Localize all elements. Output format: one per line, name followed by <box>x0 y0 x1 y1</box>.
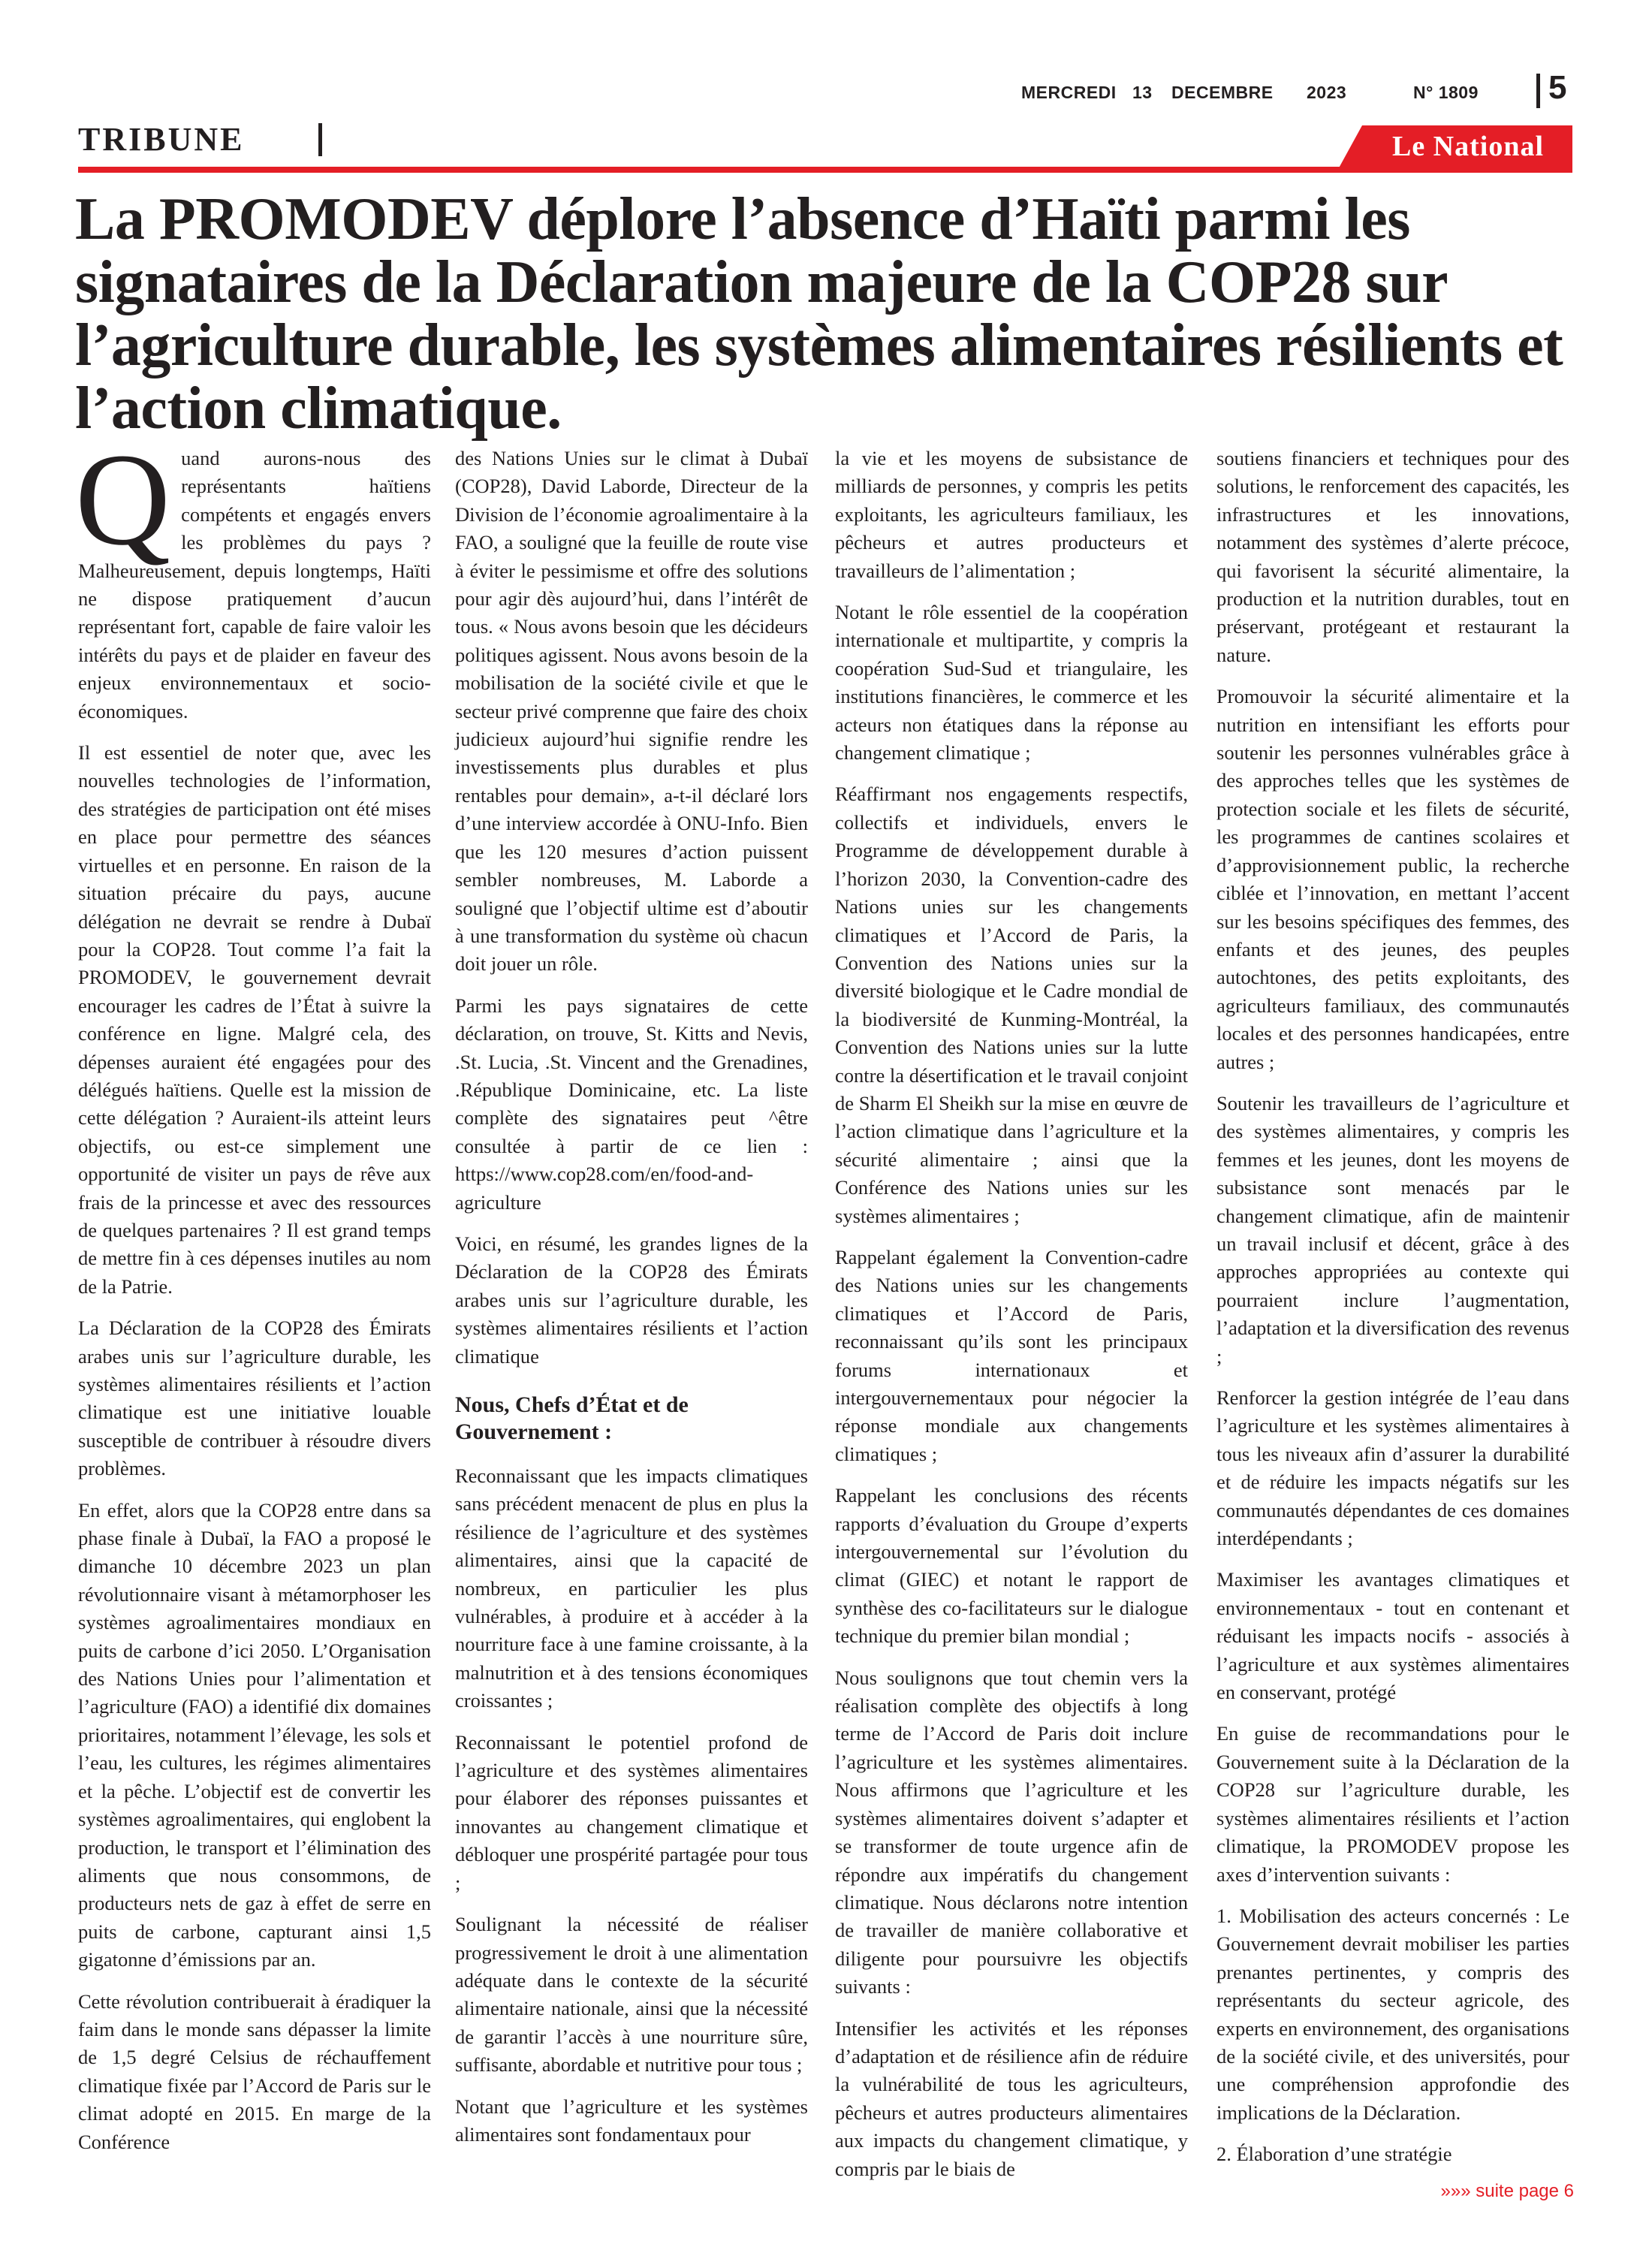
paragraph: Parmi les pays signataires de cette déclaration, on trouve, St. Kitts and Nevis, .St. Lucia, .St. Vincent and the Grenadines, .République Dominicaine, etc. La liste complète des signataires peut ^être consultée à partir de ce lien : https://www.cop28.com/en/food-and-agriculture <box>455 994 808 1214</box>
paragraph: Voici, en résumé, les grandes lignes de la Déclaration de la COP28 des Émirats arabes unis sur l’agriculture durable, les systèmes alimentaires résilients et l’action climatique <box>455 1232 808 1368</box>
paragraph: Rappelant également la Convention-cadre des Nations unies sur les changements climatiques et l’Accord de Paris, reconnaissant qu’ils sont les principaux forums internationaux et intergouvernementaux pour négocier la réponse mondiale aux changements climatiques ; <box>835 1245 1188 1465</box>
article-column-3 <box>835 445 1188 2180</box>
issue-day: MERCREDI <box>1021 83 1117 102</box>
page-number: 5 <box>1548 69 1567 106</box>
paragraph: la vie et les moyens de subsistance de milliards de personnes, y compris les petits exploitants, les agriculteurs familiaux, les pêcheurs et autres producteurs et travailleurs de l’alimentation ; <box>835 447 1188 582</box>
brand-name: Le National <box>1391 131 1545 162</box>
article-column-1 <box>75 427 431 2153</box>
article-column-4 <box>1216 445 1569 2166</box>
paragraph: Renforcer la gestion intégrée de l’eau dans l’agriculture et les systèmes alimentaires à tous les niveaux afin d’assurer la durabilité et de réduire les impacts négatifs sur les communautés dépendantes de ces domaines interdépendants ; <box>1216 1386 1569 1550</box>
paragraph: Soutenir les travailleurs de l’agriculture et des systèmes alimentaires, y compris les femmes et les jeunes, dont les moyens de subsistance sont menacés par le changement climatique, afin de maintenir un travail inclusif et décent, grâce à des approches appropriées au contexte qui pourraient inclure l’augmentation, l’adaptation et la diversification des revenus ; <box>1216 1091 1569 1368</box>
section-label: TRIBUNE <box>78 121 245 158</box>
paragraph: Reconnaissant le potentiel profond de l’agriculture et des systèmes alimentaires pour élaborer des réponses puissantes et innovantes au changement climatique et débloquer une prospérité partagée pour tous ; <box>455 1730 808 1894</box>
paragraph: En guise de recommandations pour le Gouvernement suite à la Déclaration de la COP28 sur l’agriculture durable, les systèmes alimentaires résilients et l’action climatique, la PROMODEV propose les axes d’intervention suivants : <box>1216 1722 1569 1886</box>
article-column-2 <box>455 445 808 2149</box>
issue-date-number: 13 <box>1132 83 1153 102</box>
header-divider <box>1536 74 1540 108</box>
drop-cap: Q <box>75 427 171 573</box>
issue-month: DECEMBRE <box>1171 83 1274 102</box>
paragraph: des Nations Unies sur le climat à Dubaï (COP28), David Laborde, Directeur de la Division de l’économie agroalimentaire à la FAO, a souligné que la feuille de route vise à éviter le pessimisme et offre des solutions pour agir dès aujourd’hui, dans l’intérêt de tous. « Nous avons besoin que les décideurs politiques agissent. Nous avons besoin de la mobilisation de la société civile et que le secteur privé comprenne que faire des choix judicieux aujourd’hui signifie rendre les investissements plus durables et plus rentables pour demain», a-t-il déclaré lors d’une interview accordée à ONU-Info. Bien que les 120 mesures d’action puissent sembler nombreuses, M. Laborde a souligné que l’objectif ultime est d’aboutir à une transformation du système où chacun doit jouer un rôle. <box>455 447 808 976</box>
issue-year: 2023 <box>1307 83 1347 102</box>
paragraph: Soulignant la nécessité de réaliser progressivement le droit à une alimentation adéquate dans le contexte de la sécurité alimentaire nationale, ainsi que la nécessité de garantir l’accès à une nourriture sûre, suffisante, abordable et nutritive pour tous ; <box>455 1913 808 2077</box>
paragraph: La Déclaration de la COP28 des Émirats arabes unis sur l’agriculture durable, les systèmes alimentaires résilients et l’action climatique est une initiative louable susceptible de contribuer à résoudre divers problèmes. <box>78 1317 431 1480</box>
paragraph: Il est essentiel de noter que, avec les nouvelles technologies de l’information, des stratégies de participation ont été mises en place pour permettre des séances virtuelles et en personne. En raison de la situation précaire du pays, aucune délégation ne devrait se rendre à Dubaï pour la COP28. Tout comme l’a fait la PROMODEV, le gouvernement devrait encourager les cadres de l’État à suivre la conférence en ligne. Malgré cela, des dépenses auraient été engagées pour des délégués haïtiens. Quelle est la mission de cette délégation ? Auraient-ils atteint leurs objectifs, ou est-ce simplement une opportunité de visiter un pays de rêve aux frais de la princesse et avec des ressources de quelques partenaires ? Il est grand temps de mettre fin à ces dépenses inutiles au nom de la Patrie. <box>78 741 431 1298</box>
paragraph: Promouvoir la sécurité alimentaire et la nutrition en intensifiant les efforts pour soutenir les personnes vulnérables grâce à des approches telles que les systèmes de protection sociale et les filets de sécurité, les programmes de cantines scolaires et d’approvisionnement public, la recherche ciblée et l’innovation, en mettant l’accent sur les besoins spécifiques des femmes, des enfants et des jeunes, des peuples autochtones, des petits exploitants, des agriculteurs familiaux, des communautés locales et des personnes handicapées, entre autres ; <box>1216 685 1569 1073</box>
continued-on-page-link[interactable]: »»» suite page 6 <box>1440 2181 1574 2201</box>
paragraph: Intensifier les activités et les réponses d’adaptation et de résilience afin de réduire la vulnérabilité de tous les agriculteurs, pêcheurs et autres producteurs alimentaires aux impacts du changement climatique, y compris par le biais de <box>835 2016 1188 2180</box>
paragraph: Cette révolution contribuerait à éradiquer la faim dans le monde sans dépasser la limite de 1,5 degré Celsius de réchauffement climatique fixée par l’Accord de Paris sur le climat adopté en 2015. En marge de la Conférence <box>78 1989 431 2153</box>
paragraph: Reconnaissant que les impacts climatiques sans précédent menacent de plus en plus la résilience de l’agriculture et des systèmes alimentaires, ainsi que la capacité de nombreux, en particulier les plus vulnérables, à produire et à accéder à la nourriture face à une famine croissante, à la malnutrition et à des tensions économiques croissantes ; <box>455 1464 808 1712</box>
article-headline: La PROMODEV déplore l’absence d’Haïti parmi les signataires de la Déclaration majeure de la COP28 sur l’agriculture durable, les systèmes alimentaires résilients et l’action climatique. <box>75 186 1563 442</box>
issue-number: N° 1809 <box>1413 83 1479 102</box>
paragraph: Maximiser les avantages climatiques et environnementaux - tout en contenant et réduisant les impacts nocifs - associés à l’agriculture et aux systèmes alimentaires en conservant, protégé <box>1216 1568 1569 1704</box>
paragraph: Rappelant les conclusions des récents rapports d’évaluation du Groupe d’experts intergouvernemental sur l’évolution du climat (GIEC) et notant le rapport de synthèse des co-facilitateurs sur le dialogue technique du premier bilan mondial ; <box>835 1484 1188 1648</box>
paragraph: soutiens financiers et techniques pour des solutions, le renforcement des capacités, les infrastructures et les innovations, notamment des systèmes d’alerte précoce, qui favorisent la sécurité alimentaire, la production et la nutrition durables, tout en préservant, protégeant et restaurant la nature. <box>1216 447 1569 666</box>
section-divider <box>318 123 322 156</box>
subheading: Nous, Chefs d’État et de Gouvernement : <box>455 1392 689 1444</box>
paragraph: En effet, alors que la COP28 entre dans sa phase finale à Dubaï, la FAO a proposé le dimanche 10 décembre 2023 un plan révolutionnaire visant à métamorphoser les systèmes agroalimentaires mondiaux en puits de carbone d’ici 2050. L’Organisation des Nations Unies pour l’alimentation et l’agriculture (FAO) a identifié dix domaines prioritaires, notamment l’élevage, les sols et l’eau, les cultures, les régimes alimentaires et la pêche. L’objectif est de convertir les systèmes agroalimentaires, qui englobent la production, le transport et l’élimination des aliments que nous consommons, de producteurs nets de gaz à effet de serre en puits de carbone, capturant ainsi 1,5 gigatonne d’émissions par an. <box>78 1498 431 1971</box>
paragraph: Nous soulignons que tout chemin vers la réalisation complète des objectifs à long terme de l’Accord de Paris doit inclure l’agriculture et les systèmes alimentaires. Nous affirmons que l’agriculture et les systèmes alimentaires doivent s’adapter et se transformer de toute urgence afin de répondre aux impératifs du changement climatique. Nous déclarons notre intention de travailler de manière collaborative et diligente pour poursuivre les objectifs suivants : <box>835 1666 1188 1998</box>
paragraph: uand aurons-nous des représentants haïtiens compétents et engagés envers les problèmes du pays ? Malheureusement, depuis longtemps, Haïti ne dispose pratiquement d’aucun représentant fort, capable de faire valoir les intérêts du pays et de plaider en faveur des enjeux environnementaux et socio-économiques. <box>78 447 431 722</box>
paragraph: Notant que l’agriculture et les systèmes alimentaires sont fondamentaux pour <box>455 2095 808 2146</box>
paragraph: 1. Mobilisation des acteurs concernés : Le Gouvernement devrait mobiliser les parties prenantes pertinentes, y compris des représentants du secteur agricole, des experts en environnement, des organisations de la société civile, et des universités, pour une compréhension approfondie des implications de la Déclaration. <box>1216 1904 1569 2124</box>
paragraph: 2. Élaboration d’une stratégie <box>1216 2143 1452 2166</box>
paragraph: Réaffirmant nos engagements respectifs, collectifs et individuels, envers le Programme de développement durable à l’horizon 2030, la Convention-cadre des Nations unies sur les changements climatiques et l’Accord de Paris, la Convention des Nations unies sur la diversité biologique et le Cadre mondial de la biodiversité de Kunming-Montréal, la Convention des Nations unies sur la lutte contre la désertification et le travail conjoint de Sharm El Sheikh sur la mise en œuvre de l’action climatique dans l’agriculture et la sécurité alimentaire ; ainsi que la Conférence des Nations unies sur les systèmes alimentaires ; <box>835 783 1188 1227</box>
paragraph: Notant le rôle essentiel de la coopération internationale et multipartite, y compris la coopération Sud-Sud et triangulaire, les institutions financières, le commerce et les acteurs non étatiques dans la réponse au changement climatique ; <box>835 601 1188 765</box>
